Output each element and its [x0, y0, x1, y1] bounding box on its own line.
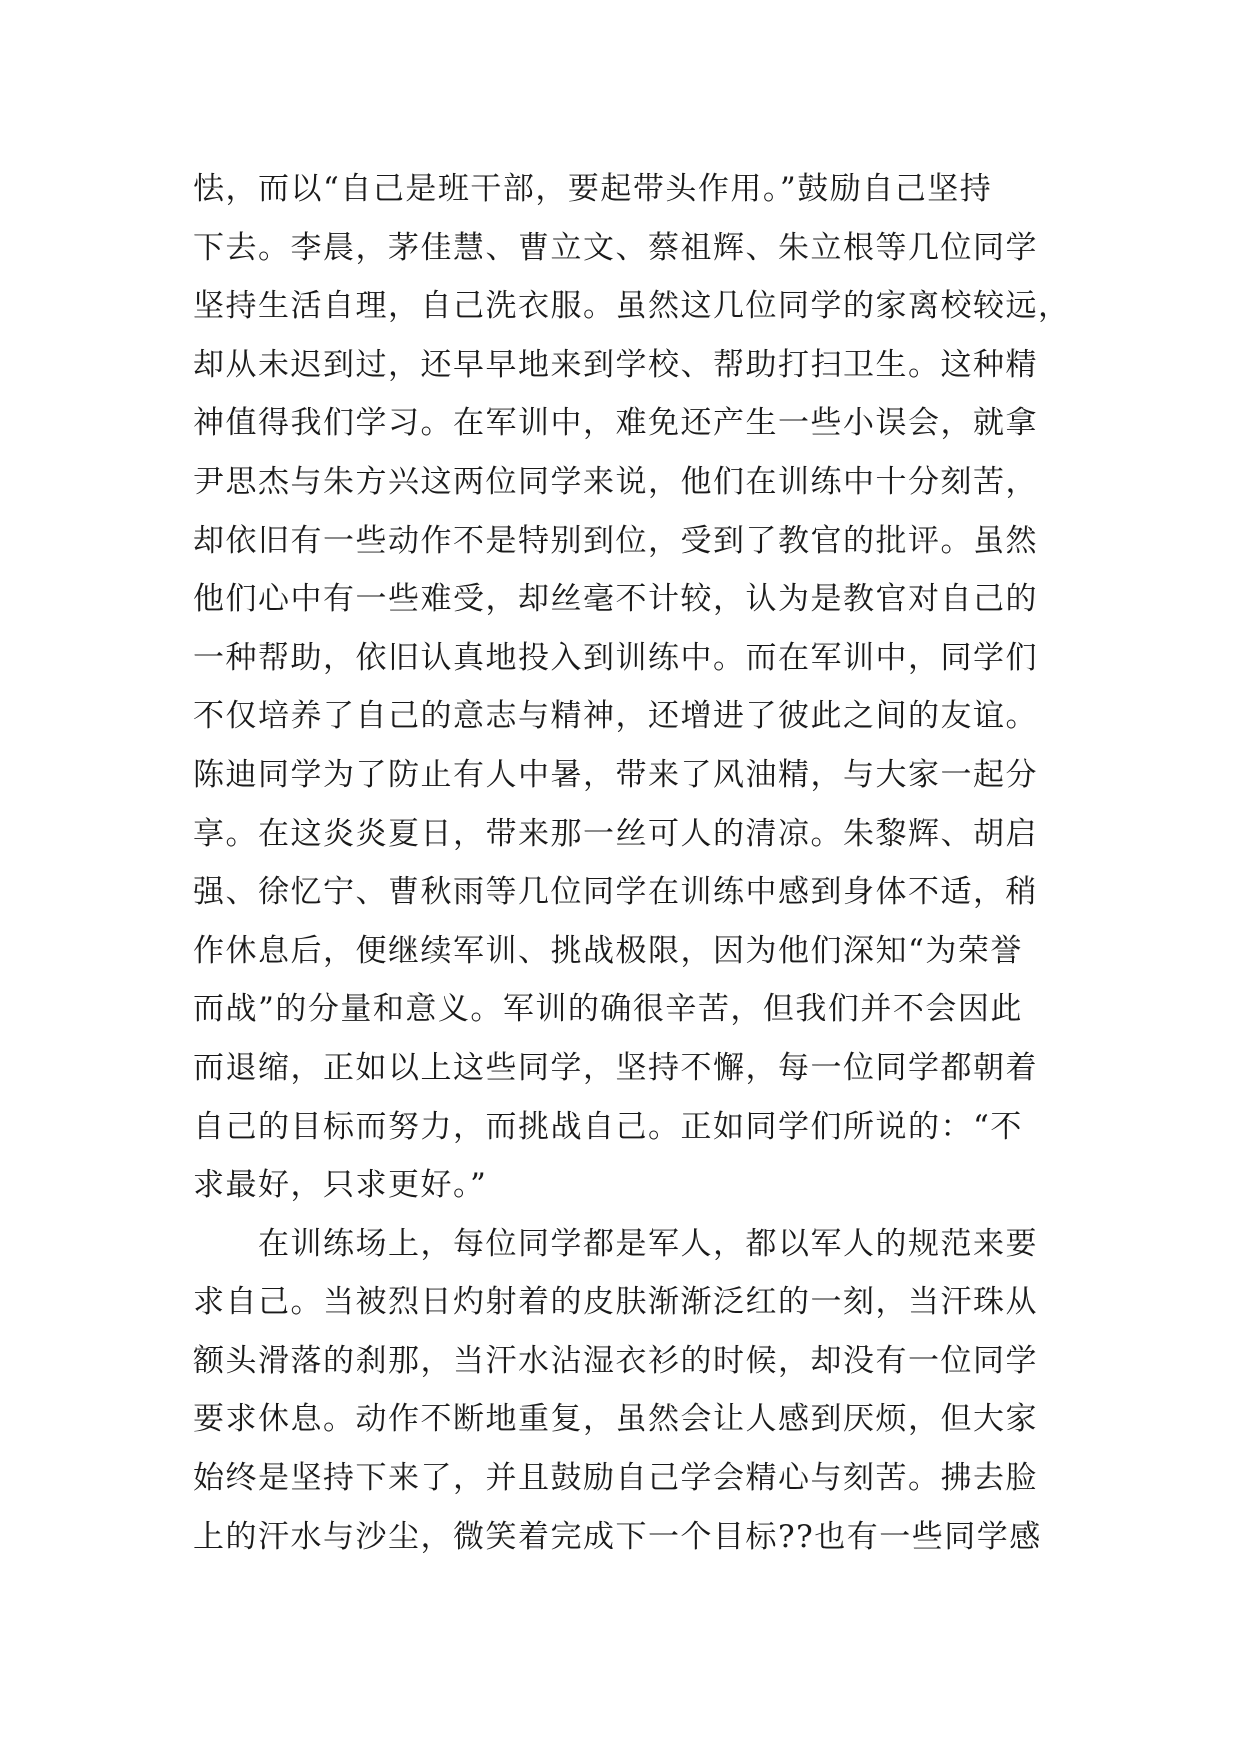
text-line: 一种帮助，依旧认真地投入到训练中。而在军训中，同学们 [193, 639, 1038, 676]
text-line: 下去。李晨，茅佳慧、曹立文、蔡祖辉、朱立根等几位同学 [193, 229, 1038, 266]
text-line: 不仅培养了自己的意志与精神，还增进了彼此之间的友谊。 [193, 698, 1038, 735]
text-line: 坚持生活自理，自己洗衣服。虽然这几位同学的家离校较远， [193, 288, 1071, 325]
text-line: 神值得我们学习。在军训中，难免还产生一些小误会，就拿 [193, 405, 1038, 442]
text-line: 强、徐忆宁、曹秋雨等几位同学在训练中感到身体不适，稍 [193, 874, 1038, 911]
text-line: 享。在这炎炎夏日，带来那一丝可人的清凉。朱黎辉、胡启 [193, 815, 1038, 852]
text-line: 而战”的分量和意义。军训的确很辛苦，但我们并不会因此 [193, 991, 1023, 1028]
text-line: 求自己。当被烈日灼射着的皮肤渐渐泛红的一刻，当汗珠从 [193, 1284, 1038, 1321]
text-line: 始终是坚持下来了，并且鼓励自己学会精心与刻苦。拂去脸 [193, 1460, 1038, 1497]
body-text [193, 160, 1073, 1566]
text-line: 却从未迟到过，还早早地来到学校、帮助打扫卫生。这种精 [193, 346, 1038, 383]
text-line: 在训练场上，每位同学都是军人，都以军人的规范来要 [193, 1225, 1038, 1262]
text-line: 而退缩，正如以上这些同学，坚持不懈，每一位同学都朝着 [193, 1049, 1038, 1086]
text-line: 自己的目标而努力，而挑战自己。正如同学们所说的：“不 [193, 1108, 1023, 1145]
text-line: 求最好，只求更好。” [193, 1167, 488, 1204]
text-line: 他们心中有一些难受，却丝毫不计较，认为是教官对自己的 [193, 581, 1038, 618]
text-line: 陈迪同学为了防止有人中暑，带来了风油精，与大家一起分 [193, 756, 1038, 793]
text-line: 要求休息。动作不断地重复，虽然会让人感到厌烦，但大家 [193, 1401, 1038, 1438]
text-line: 尹思杰与朱方兴这两位同学来说，他们在训练中十分刻苦， [193, 463, 1038, 500]
text-line: 额头滑落的刹那，当汗水沾湿衣衫的时候，却没有一位同学 [193, 1342, 1038, 1379]
text-line: 作休息后，便继续军训、挑战极限，因为他们深知“为荣誉 [193, 932, 1023, 969]
text-line: 却依旧有一些动作不是特别到位，受到了教官的批评。虽然 [193, 522, 1038, 559]
text-line: 怯，而以“自己是班干部，要起带头作用。”鼓励自己坚持 [193, 171, 993, 207]
text-line: 上的汗水与沙尘，微笑着完成下一个目标??也有一些同学感 [193, 1518, 1042, 1555]
